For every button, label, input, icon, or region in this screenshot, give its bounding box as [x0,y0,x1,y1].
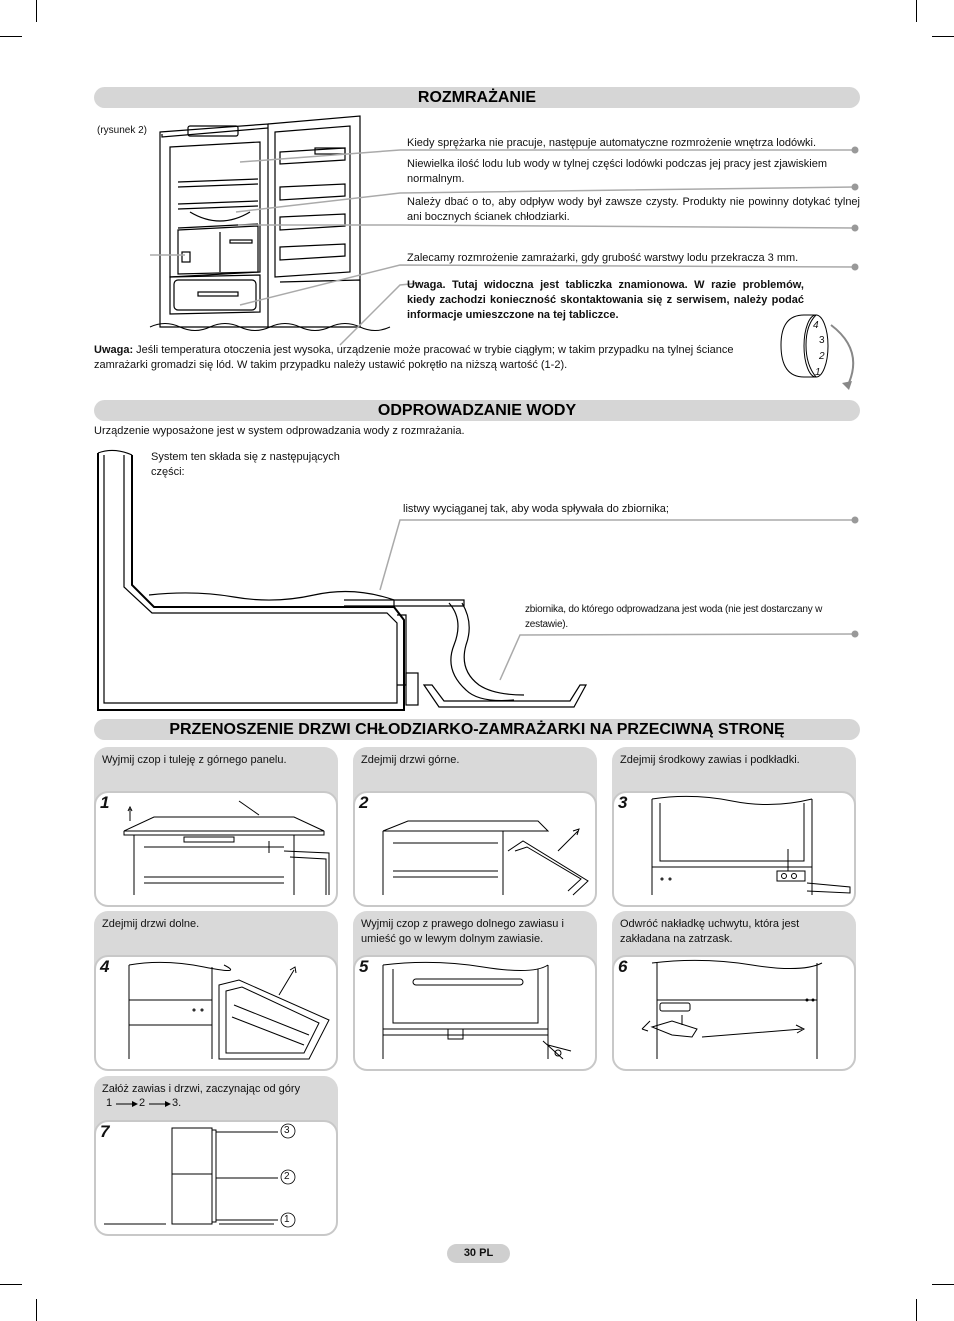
step-caption: Odwróć nakładkę uchwytu, która jest zakładana na zatrzask. [620,918,800,945]
rating-plate-note: Uwaga. Tutaj widoczna jest tabliczka znamionowa. W razie problemów, kiedy zachodzi konieczność skontaktowania się z serwisem, należy podać informacje umieszczone na tej tabliczce. [407,279,804,321]
step-4-illustration [94,955,338,1067]
arrow-right-icon [116,1100,138,1108]
crop-mark [916,1299,917,1321]
callout-2: 2 [284,1171,290,1182]
step-number: 2 [359,793,369,812]
step-caption: Zdejmij drzwi górne. [361,754,460,766]
step-caption: Wyjmij czop i tuleję z górnego panelu. [102,754,287,766]
high-temperature-note [94,343,774,373]
step-card-5 [353,911,597,1069]
step-card-7 [94,1076,338,1234]
callout-1: 1 [284,1214,290,1225]
defrost-paragraph-1: Kiedy sprężarka nie pracuje, następuje automatyczne rozmrożenie wnętrza lodówki. [407,137,817,149]
step-2-illustration [353,791,597,903]
step-card-1 [94,747,338,905]
step-card-2 [353,747,597,905]
step-card-4 [94,911,338,1069]
step-caption: Wyjmij czop z prawego dolnego zawiasu i umieść go w lewym dolnym zawiasie. [361,918,564,945]
defrost-paragraph-4: Zalecamy rozmrożenie zamrażarki, gdy grubość warstwy lodu przekracza 3 mm. [407,252,799,264]
dial-mark-3: 3 [819,335,825,346]
step-number: 7 [100,1122,110,1141]
sequence-step-1: 1 [106,1097,113,1109]
callout-3: 3 [284,1125,290,1136]
note-text: Jeśli temperatura otoczenia jest wysoka, urządzenie może pracować w trybie ciągłym; w takim przypadku na tylnej ściance zamrażarki gromadzi się lód. W takim przypadku należy ustawić pokrętło na niższą wartość (1-2). [94,344,734,371]
defrost-paragraph-3: Należy dbać o to, aby odpływ wody był zawsze czysty. Produkty nie powinny dotykać tylnej ani bocznych ścianek chłodziarki. [407,196,860,223]
figure-label: (rysunek 2) [97,125,148,136]
step-1-illustration [94,791,338,903]
step-card-6 [612,911,856,1069]
crop-mark [36,1299,37,1321]
dial-mark-1: 1 [815,367,821,378]
note-label: Uwaga: [94,344,134,356]
dial-mark-2: 2 [819,351,825,362]
step-number: 6 [618,957,628,976]
step-number: 5 [359,957,369,976]
step-7-illustration [94,1120,338,1232]
step-5-illustration [353,955,597,1067]
step-number: 3 [618,793,628,812]
arrow-right-icon [149,1100,171,1108]
crop-mark [0,1284,22,1285]
section-title-drain: ODPROWADZANIE WODY [94,400,860,421]
page-number: 30 PL [447,1244,510,1263]
leader-lines-drain [0,440,954,700]
section-title-defrost: ROZMRAŻANIE [94,87,860,108]
step-number: 4 [100,957,110,976]
sequence-step-2: 2 [139,1097,146,1109]
step-caption: Zdejmij środkowy zawias i podkładki. [620,754,800,766]
step-number: 1 [100,793,110,812]
section-title-reverse-doors: PRZENOSZENIE DRZWI CHŁODZIARKO-ZAMRAŻARKI NA PRZECIWNĄ STRONĘ [94,719,860,740]
step-card-3 [612,747,856,905]
drain-part-strip: listwy wyciąganej tak, aby woda spływała do zbiornika; [403,503,669,515]
step-caption: Załóż zawias i drzwi, zaczynając od góry [102,1083,301,1095]
dial-mark-4: 4 [813,320,819,331]
crop-mark [932,1284,954,1285]
step-6-illustration [612,955,856,1067]
drain-intro: Urządzenie wyposażone jest w system odprowadzania wody z rozmrażania. [94,425,465,437]
defrost-paragraph-2: Niewielka ilość lodu lub wody w tylnej części lodówki podczas jej pracy jest zjawiskiem normalnym. [407,158,827,185]
sequence-step-3: 3. [172,1097,182,1109]
step-caption: Zdejmij drzwi dolne. [102,918,200,930]
drain-system-text: System ten składa się z następujących części: [151,451,340,478]
step-3-illustration [612,791,856,903]
drain-part-tank: zbiornika, do którego odprowadzana jest woda (nie jest dostarczany w zestawie). [525,604,823,630]
